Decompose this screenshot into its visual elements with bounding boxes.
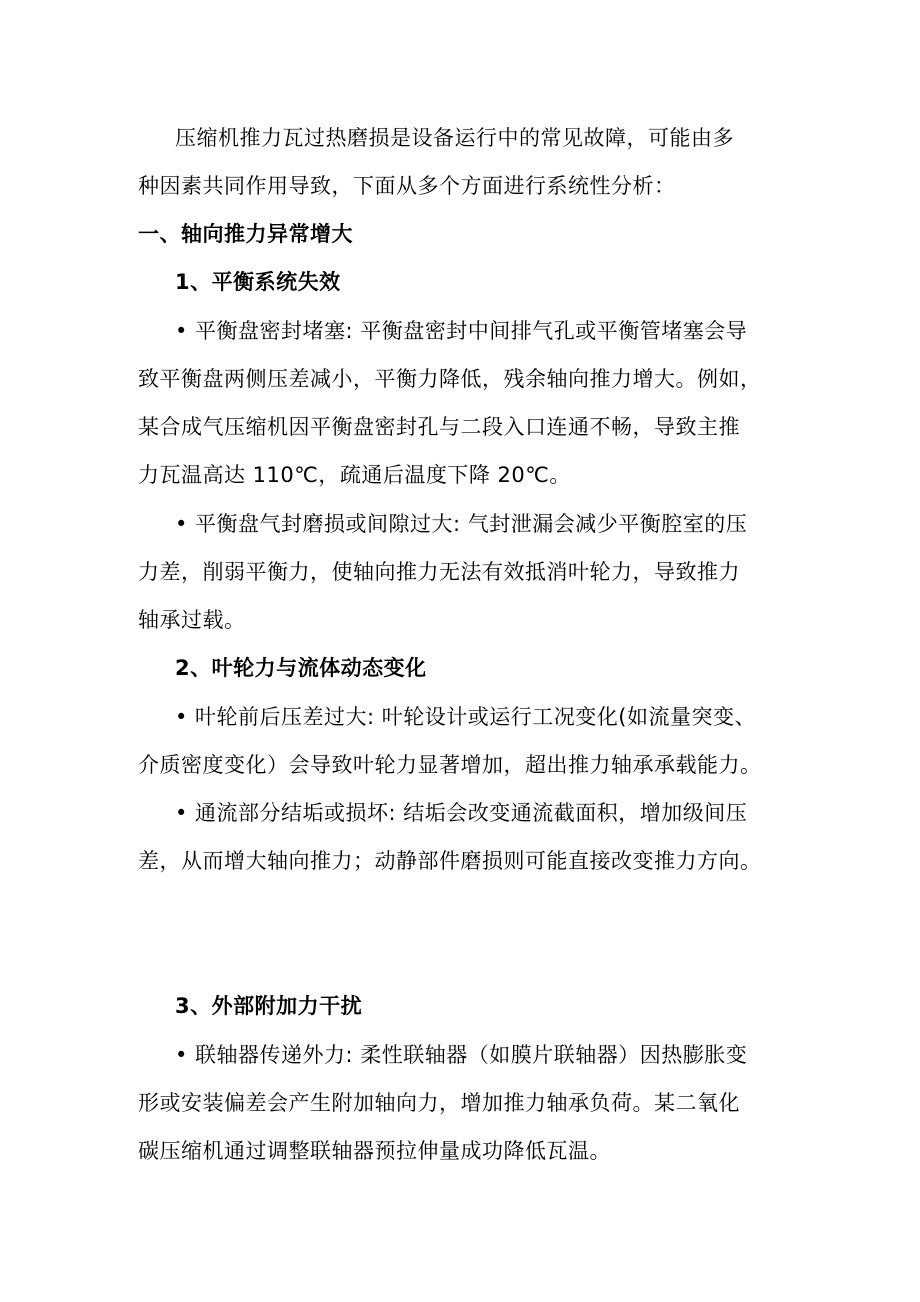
paragraph-line: • 通流部分结垢或损坏: 结垢会改变通流截面积，增加级间压 <box>175 801 748 825</box>
intro-line-2: 种因素共同作用导致，下面从多个方面进行系统性分析： <box>138 174 676 198</box>
paragraph-line: • 平衡盘气封磨损或间隙过大: 气封泄漏会减少平衡腔室的压 <box>175 512 748 536</box>
paragraph-line: 形或安装偏差会产生附加轴向力，增加推力轴承负荷。某二氧化 <box>138 1091 740 1115</box>
paragraph-line: 差，从而增大轴向推力；动静部件磨损则可能直接改变推力方向。 <box>138 849 762 873</box>
paragraph-line: 力差，削弱平衡力，使轴向推力无法有效抵消叶轮力，导致推力 <box>138 560 740 584</box>
paragraph-line: 力瓦温高达 110℃，疏通后温度下降 20℃。 <box>138 463 571 487</box>
subsection-2-heading: 2、叶轮力与流体动态变化 <box>175 656 427 680</box>
paragraph-line: • 平衡盘密封堵塞: 平衡盘密封中间排气孔或平衡管堵塞会导 <box>175 319 748 343</box>
paragraph-line: • 叶轮前后压差过大: 叶轮设计或运行工况变化(如流量突变、 <box>175 705 757 729</box>
paragraph-line: 介质密度变化）会导致叶轮力显著增加，超出推力轴承承载能力。 <box>138 753 762 777</box>
subsection-3-heading: 3、外部附加力干扰 <box>175 994 363 1018</box>
paragraph-line: 致平衡盘两侧压差减小，平衡力降低，残余轴向推力增大。例如， <box>138 367 762 391</box>
paragraph-line: 某合成气压缩机因平衡盘密封孔与二段入口连通不畅，导致主推 <box>138 415 740 439</box>
paragraph-line: • 联轴器传递外力: 柔性联轴器（如膜片联轴器）因热膨胀变 <box>175 1043 748 1067</box>
intro-line-1: 压缩机推力瓦过热磨损是设备运行中的常见故障，可能由多 <box>175 126 734 150</box>
paragraph-line: 碳压缩机通过调整联轴器预拉伸量成功降低瓦温。 <box>138 1139 611 1163</box>
subsection-1-heading: 1、平衡系统失效 <box>175 270 341 294</box>
section-1-heading: 一、轴向推力异常增大 <box>138 222 353 246</box>
paragraph-line: 轴承过载。 <box>138 608 246 632</box>
